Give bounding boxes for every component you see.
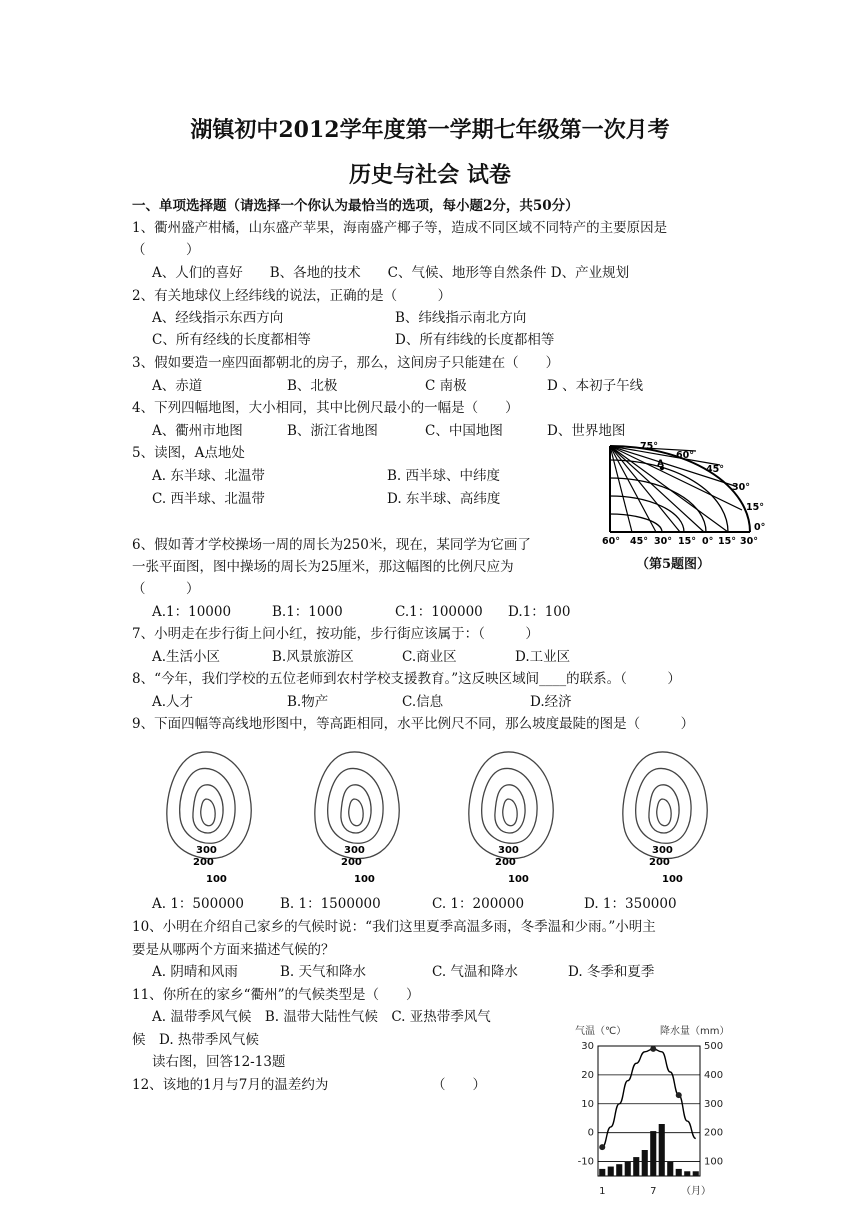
q6-option-d: D.1：100 xyxy=(508,604,571,620)
q9-stem: 9、下面四幅等高线地形图中，等高距相同，水平比例尺不同，那么坡度最陡的图是（ ） xyxy=(132,716,695,732)
precip-bar xyxy=(642,1150,648,1176)
precip-bar xyxy=(659,1124,665,1176)
precip-tick-label: 400 xyxy=(704,1069,724,1081)
q12-stem: 12、该地的1月与7月的温差约为 xyxy=(132,1077,329,1093)
q1-paren: （ ） xyxy=(132,242,200,258)
q6-line2: 一张平面图，图中操场的周长为25厘米，那这幅图的比例尺应为 xyxy=(132,559,514,575)
q10-option-c: C. 气温和降水 xyxy=(432,964,518,980)
temp-point xyxy=(676,1092,682,1098)
point-a-label: A xyxy=(657,459,664,469)
q12-paren: （ ） xyxy=(432,1077,486,1093)
lon-label-60w: 60° xyxy=(602,536,620,547)
q9-option-d: D. 1：350000 xyxy=(584,896,677,912)
fig5-caption: （第5题图） xyxy=(636,557,711,572)
climate-chart xyxy=(560,1020,750,1210)
precip-tick-label: 100 xyxy=(704,1156,724,1168)
lat-label-0: 0° xyxy=(754,522,766,533)
q1-options: A、人们的喜好 B、各地的技术 C、气候、地形等自然条件 D、产业规划 xyxy=(152,265,630,281)
lon-label-15e: 15° xyxy=(718,536,736,547)
precip-bar xyxy=(608,1167,614,1176)
lat-label-75: 75° xyxy=(640,441,658,452)
q4-option-a: A、衢州市地图 xyxy=(152,423,243,439)
lon-label-45w: 45° xyxy=(630,536,648,547)
read-note: 读右图，回答12-13题 xyxy=(152,1054,286,1070)
q7-option-a: A.生活小区 xyxy=(152,649,221,665)
exam-title: 湖镇初中2012学年度第一学期七年级第一次月考 xyxy=(190,117,670,143)
contour-c-100: 100 xyxy=(508,874,529,885)
q5-option-a: A. 东半球、北温带 xyxy=(152,468,265,484)
q5-option-b: B. 西半球、中纬度 xyxy=(387,468,501,484)
precip-bar xyxy=(633,1157,639,1176)
chart-frame xyxy=(598,1046,700,1176)
q8-option-d: D.经济 xyxy=(530,694,572,710)
contour-d-300: 300 xyxy=(652,845,673,856)
q3-stem: 3、假如要造一座四面都朝北的房子，那么，这间房子只能建在（ ） xyxy=(132,355,560,371)
q6-paren: （ ） xyxy=(132,581,200,597)
q3-option-d: D 、本初子午线 xyxy=(547,378,644,394)
precip-tick-label: 500 xyxy=(704,1041,724,1052)
contour-b-300: 300 xyxy=(344,845,365,856)
graticule-figure xyxy=(600,438,770,550)
q10-option-a: A. 阴晴和风雨 xyxy=(152,964,238,980)
precip-bar xyxy=(599,1169,605,1176)
q9-option-c: C. 1：200000 xyxy=(432,896,525,912)
q2-option-c: C、所有经线的长度都相等 xyxy=(152,332,311,348)
contour-map-d xyxy=(616,745,736,890)
temp-point xyxy=(599,1144,605,1150)
q2-option-a: A、经线指示东西方向 xyxy=(152,310,284,326)
temp-axis-title: 气温（℃） xyxy=(575,1026,627,1037)
precip-bar xyxy=(667,1162,673,1176)
q2-option-b: B、纬线指示南北方向 xyxy=(395,310,527,326)
contour-map-a xyxy=(160,745,280,890)
precip-tick-label: 200 xyxy=(704,1127,724,1139)
q8-option-a: A.人才 xyxy=(152,694,194,710)
q3-option-b: B、北极 xyxy=(287,378,338,394)
temp-tick-label: -10 xyxy=(577,1156,594,1168)
contour-d-200: 200 xyxy=(649,857,670,868)
month-tick-label: （月） xyxy=(681,1186,711,1197)
contour-map-c xyxy=(462,745,582,890)
q3-option-c: C 南极 xyxy=(425,378,467,394)
temp-tick-label: 10 xyxy=(581,1098,594,1110)
lat-label-15: 15° xyxy=(746,502,764,513)
precip-bar xyxy=(676,1169,682,1176)
q6-option-c: C.1：100000 xyxy=(395,604,483,620)
q9-option-b: B. 1：1500000 xyxy=(280,896,381,912)
q5-stem: 5、读图，A点地处 xyxy=(132,445,245,461)
temp-tick-label: 30 xyxy=(581,1041,594,1052)
q2-option-d: D、所有纬线的长度都相等 xyxy=(395,332,555,348)
q6-option-b: B.1：1000 xyxy=(272,604,343,620)
q10-option-b: B. 天气和降水 xyxy=(280,964,367,980)
precip-bar xyxy=(684,1171,690,1176)
q2-stem: 2、有关地球仪上经纬线的说法，正确的是（ ） xyxy=(132,288,452,304)
q8-option-b: B.物产 xyxy=(287,694,329,710)
q10-line1: 10、小明在介绍自己家乡的气候时说：“我们这里夏季高温多雨，冬季温和少雨。”小明主 xyxy=(132,919,656,935)
contour-a-300: 300 xyxy=(196,845,217,856)
precip-axis-title: 降水量（mm） xyxy=(660,1026,730,1037)
month-tick-label: 1 xyxy=(599,1186,606,1197)
lat-label-60: 60° xyxy=(676,450,694,461)
section-heading: 一、单项选择题（请选择一个你认为最恰当的选项，每小题2分，共50分） xyxy=(132,198,579,214)
q6-option-a: A.1：10000 xyxy=(152,604,232,620)
contour-b-200: 200 xyxy=(341,857,362,868)
q7-option-b: B.风景旅游区 xyxy=(272,649,354,665)
q11-stem: 11、你所在的家乡“衢州”的气候类型是（ ） xyxy=(132,987,420,1003)
contour-d-100: 100 xyxy=(662,874,683,885)
q1-stem: 1、衢州盛产柑橘，山东盛产苹果，海南盛产椰子等，造成不同区域不同特产的主要原因是 xyxy=(132,220,668,236)
lat-label-45: 45° xyxy=(706,464,724,475)
q10-option-d: D. 冬季和夏季 xyxy=(568,964,655,980)
contour-b-100: 100 xyxy=(354,874,375,885)
q7-stem: 7、小明走在步行街上问小红，按功能，步行街应该属于：（ ） xyxy=(132,626,539,642)
temp-tick-label: 0 xyxy=(587,1127,594,1139)
lon-label-30w: 30° xyxy=(654,536,672,547)
precip-bar xyxy=(625,1162,631,1176)
precip-bar xyxy=(650,1131,656,1176)
contour-c-200: 200 xyxy=(495,857,516,868)
lon-label-0: 0° xyxy=(702,536,714,547)
q7-option-c: C.商业区 xyxy=(402,649,457,665)
contour-map-b xyxy=(308,745,428,890)
contour-c-300: 300 xyxy=(498,845,519,856)
q8-option-c: C.信息 xyxy=(402,694,444,710)
q10-line2: 要是从哪两个方面来描述气候的？ xyxy=(132,942,335,958)
q5-option-c: C. 西半球、北温带 xyxy=(152,491,265,507)
q3-option-a: A、赤道 xyxy=(152,378,203,394)
temp-tick-label: 20 xyxy=(581,1069,594,1081)
exam-subtitle: 历史与社会 试卷 xyxy=(349,162,511,188)
q4-stem: 4、下列四幅地图，大小相同，其中比例尺最小的一幅是（ ） xyxy=(132,400,519,416)
precip-bar xyxy=(616,1164,622,1176)
q4-option-b: B、浙江省地图 xyxy=(287,423,378,439)
q7-option-d: D.工业区 xyxy=(515,649,571,665)
contour-a-100: 100 xyxy=(206,874,227,885)
lon-label-30e: 30° xyxy=(740,536,758,547)
lat-label-30: 30° xyxy=(732,482,750,493)
q4-option-c: C、中国地图 xyxy=(425,423,503,439)
q5-option-d: D. 东半球、高纬度 xyxy=(387,491,501,507)
q8-stem: 8、“今年，我们学校的五位老师到农村学校支援教育。”这反映区域间____的联系。（ ） xyxy=(132,671,681,687)
precip-tick-label: 300 xyxy=(704,1098,724,1110)
contour-a-200: 200 xyxy=(193,857,214,868)
q6-line1: 6、假如菁才学校操场一周的周长为250米，现在，某同学为它画了 xyxy=(132,537,531,553)
precip-bar xyxy=(693,1171,699,1176)
month-tick-label: 7 xyxy=(650,1186,657,1197)
lon-label-15w: 15° xyxy=(678,536,696,547)
q9-option-a: A. 1：500000 xyxy=(152,896,244,912)
q11-options-line1: A. 温带季风气候 B. 温带大陆性气候 C. 亚热带季风气 xyxy=(152,1009,491,1025)
q4-option-d: D、世界地图 xyxy=(547,423,626,439)
temp-point xyxy=(650,1046,656,1052)
q11-options-line2: 候 D. 热带季风气候 xyxy=(132,1032,259,1048)
